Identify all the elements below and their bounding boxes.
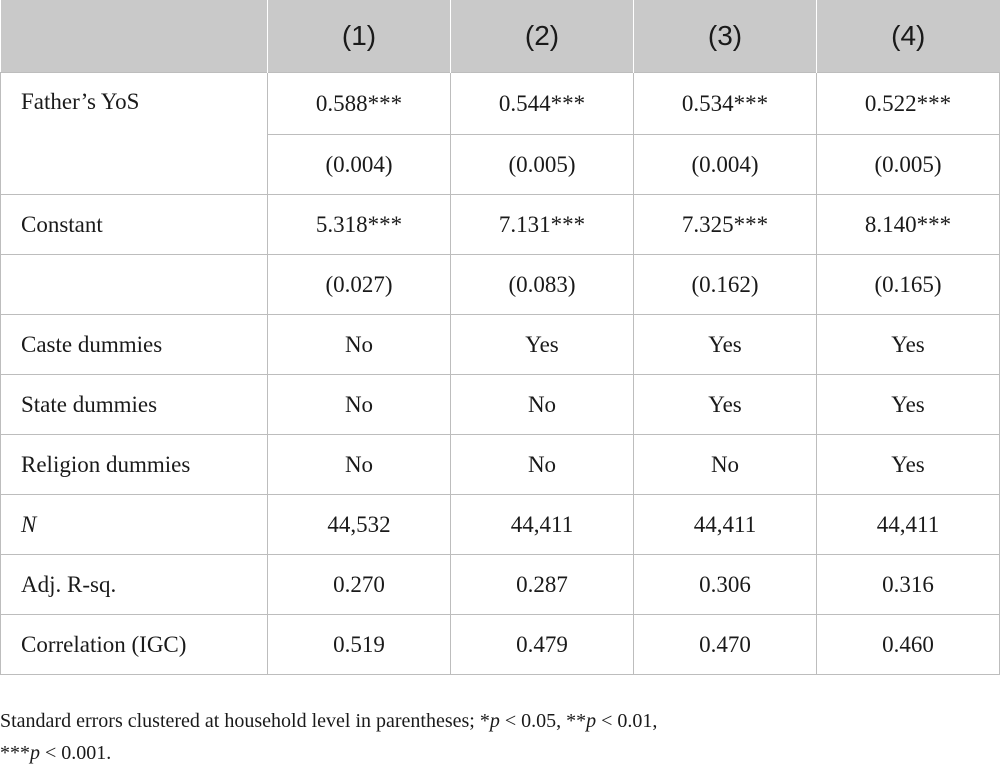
cell-se: (0.005): [817, 135, 1000, 195]
row-label-fathers-yos: Father’s YoS: [1, 73, 268, 195]
footnote-p: p: [489, 710, 500, 732]
footnote-t2: < 0.01,: [596, 710, 658, 732]
footnote-p: p: [586, 710, 597, 732]
header-col-2: (2): [451, 0, 634, 73]
header-col-1: (1): [268, 0, 451, 73]
row-state-dummies: [1, 375, 1000, 435]
cell-coef: 7.325***: [634, 195, 817, 255]
cell-value: 0.460: [817, 615, 1000, 675]
cell-value: No: [451, 435, 634, 495]
cell-value: 44,411: [634, 495, 817, 555]
cell-se: (0.004): [268, 135, 451, 195]
cell-value: No: [268, 375, 451, 435]
cell-value: Yes: [817, 435, 1000, 495]
cell-se: (0.005): [451, 135, 634, 195]
cell-value: 44,532: [268, 495, 451, 555]
row-n: [1, 495, 1000, 555]
cell-coef: 0.534***: [634, 73, 817, 135]
cell-value: 0.287: [451, 555, 634, 615]
header-row: [1, 0, 1000, 73]
footnote-t4: < 0.001.: [40, 742, 112, 764]
cell-value: No: [451, 375, 634, 435]
table-footnote: [0, 705, 980, 769]
row-label-religion-dummies: Religion dummies: [1, 435, 268, 495]
cell-se: (0.165): [817, 255, 1000, 315]
footnote-p: p: [30, 742, 40, 764]
row-label-constant: Constant: [1, 195, 268, 255]
cell-value: 0.316: [817, 555, 1000, 615]
cell-se: (0.027): [268, 255, 451, 315]
cell-value: Yes: [817, 315, 1000, 375]
header-col-4: (4): [817, 0, 1000, 73]
cell-value: Yes: [451, 315, 634, 375]
header-col-3: (3): [634, 0, 817, 73]
footnote-t1: < 0.05, **: [499, 710, 587, 732]
cell-coef: 5.318***: [268, 195, 451, 255]
cell-coef: 0.522***: [817, 73, 1000, 135]
cell-value: No: [634, 435, 817, 495]
cell-coef: 7.131***: [451, 195, 634, 255]
row-religion-dummies: [1, 435, 1000, 495]
cell-value: 44,411: [817, 495, 1000, 555]
cell-value: 0.479: [451, 615, 634, 675]
row-label-empty: [1, 255, 268, 315]
row-label-caste-dummies: Caste dummies: [1, 315, 268, 375]
header-stub: [1, 0, 268, 73]
cell-value: No: [268, 435, 451, 495]
footnote-t3: ***: [0, 742, 30, 764]
cell-value: 44,411: [451, 495, 634, 555]
cell-se: (0.162): [634, 255, 817, 315]
cell-coef: 0.588***: [268, 73, 451, 135]
row-label-correlation-igc: Correlation (IGC): [1, 615, 268, 675]
cell-se: (0.083): [451, 255, 634, 315]
cell-value: 0.519: [268, 615, 451, 675]
cell-value: 0.306: [634, 555, 817, 615]
cell-value: Yes: [817, 375, 1000, 435]
footnote-prefix: Standard errors clustered at household level in parentheses; *: [0, 710, 490, 732]
row-label-state-dummies: State dummies: [1, 375, 268, 435]
row-adj-rsq: [1, 555, 1000, 615]
row-label-adj-rsq: Adj. R-sq.: [1, 555, 268, 615]
row-label-n: N: [1, 495, 268, 555]
cell-value: 0.470: [634, 615, 817, 675]
cell-value: Yes: [634, 315, 817, 375]
cell-value: No: [268, 315, 451, 375]
row-constant-coef: [1, 195, 1000, 255]
cell-se: (0.004): [634, 135, 817, 195]
row-caste-dummies: [1, 315, 1000, 375]
cell-value: Yes: [634, 375, 817, 435]
row-constant-se: [1, 255, 1000, 315]
cell-coef: 0.544***: [451, 73, 634, 135]
row-correlation-igc: [1, 615, 1000, 675]
cell-value: 0.270: [268, 555, 451, 615]
cell-coef: 8.140***: [817, 195, 1000, 255]
row-fathers-yos-coef: [1, 73, 1000, 135]
